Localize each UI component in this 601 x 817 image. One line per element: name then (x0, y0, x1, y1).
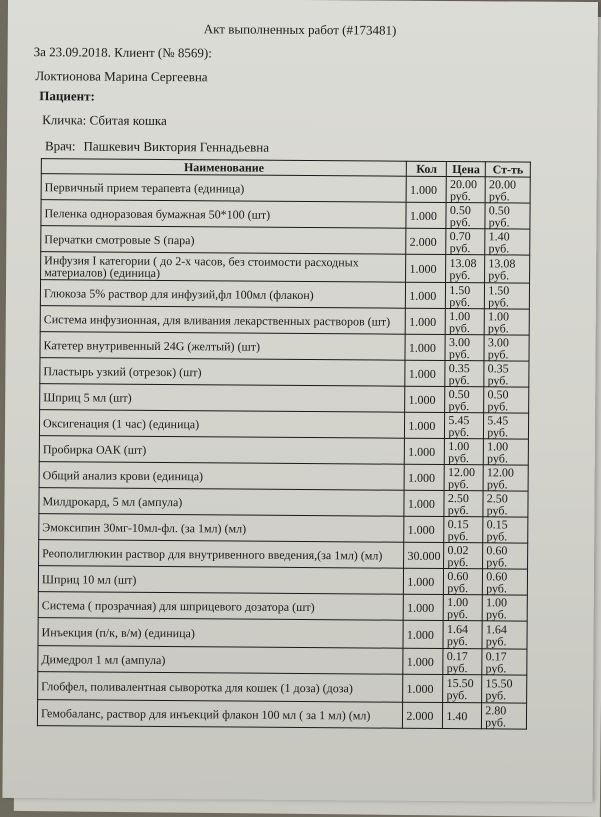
cell-qty: 1.000 (405, 360, 445, 386)
cell-qty: 1.000 (406, 254, 446, 282)
cell-sum: 0.15 руб. (483, 517, 528, 543)
cell-price: 1.00 руб. (446, 309, 485, 335)
cell-price: 0.50 руб. (446, 203, 485, 229)
cell-price: 0.35 руб. (445, 361, 484, 387)
cell-name: Шприц 5 мл (шт) (40, 384, 406, 413)
cell-sum: 1.40 руб. (485, 229, 530, 255)
cell-qty: 1.000 (403, 674, 443, 702)
table-row (38, 646, 527, 675)
cell-qty: 1.000 (403, 620, 443, 648)
cell-qty: 1.000 (405, 386, 445, 412)
cell-name: Оксигенация (1 час) (единица) (39, 410, 405, 439)
cell-price: 1.00 руб. (444, 594, 483, 620)
cell-name: Эмоксипин 30мг-10мл-фл. (за 1мл) (мл) (39, 514, 405, 543)
cell-name: Инъекция (п/к, в/м) (единица) (38, 618, 404, 649)
cell-price: 2.50 руб. (444, 490, 483, 516)
cell-price: 0.02 руб. (444, 542, 483, 568)
cell-price: 0.50 руб. (445, 387, 484, 413)
table-row (38, 592, 527, 621)
cell-name: Пеленка одноразовая бумажная 50*100 (шт) (41, 200, 407, 229)
cell-name: Перчатки смотровые S (пара) (41, 226, 407, 255)
cell-sum: 2.80 руб. (482, 703, 527, 729)
cell-qty: 1.000 (404, 490, 444, 516)
cell-sum: 1.00 руб. (484, 309, 529, 335)
table-row (41, 252, 530, 283)
document-page (2, 0, 598, 802)
cell-sum: 15.50 руб. (482, 675, 527, 703)
header-sum: Ст-ть (486, 162, 531, 177)
table-row (39, 436, 528, 465)
cell-qty: 1.000 (406, 282, 446, 308)
cell-qty: 1.000 (404, 464, 444, 490)
header-name: Наименование (41, 159, 406, 177)
cell-price: 0.15 руб. (444, 516, 483, 542)
cell-sum: 1.64 руб. (482, 621, 527, 649)
document-title: Акт выполненных работ (#173481) (203, 21, 397, 38)
cell-name: Пластырь узкий (отрезок) (шт) (40, 358, 406, 387)
doctor-name: Пашкевич Виктория Геннадьевна (83, 138, 270, 155)
pet-name: Сбитая кошка (89, 112, 167, 129)
cell-name: Гемобаланс, раствор для инъекций флакон 100 мл ( за 1 мл) (мл) (37, 700, 403, 729)
cell-qty: 1.000 (405, 334, 445, 360)
cell-name: Система инфузионная, для вливания лекарственных растворов (шт) (40, 306, 406, 335)
cell-qty: 30.000 (404, 542, 444, 568)
table-row (41, 226, 530, 255)
doctor-line (45, 138, 269, 156)
table-row (39, 462, 528, 491)
cell-price: 1.40 (443, 702, 482, 728)
cell-name: Общий анализ крови (единица) (39, 462, 405, 491)
cell-sum: 5.45 руб. (484, 413, 529, 439)
cell-name: Катетер внутривенный 24G (желтый) (шт) (40, 332, 406, 361)
table-row (40, 358, 529, 387)
services-table (37, 158, 531, 729)
cell-name: Первичный прием терапевта (единица) (41, 174, 407, 203)
table-row (38, 618, 527, 649)
cell-name: Глобфел, поливалентная сыворотка для кошек (1 доза) (доза) (38, 672, 404, 703)
client-name: Локтионова Марина Сергеевна (35, 68, 208, 85)
cell-sum: 1.00 руб. (484, 439, 529, 465)
table-row (39, 410, 528, 439)
cell-price: 0.17 руб. (443, 648, 482, 674)
table-row (40, 280, 529, 309)
patient-label: Пациент: (39, 88, 95, 104)
table-row (40, 332, 529, 361)
cell-qty: 1.000 (406, 176, 446, 202)
cell-sum: 0.60 руб. (483, 543, 528, 569)
cell-price: 5.45 руб. (445, 413, 484, 439)
cell-name: Милдрокард, 5 мл (ампула) (39, 488, 405, 517)
cell-qty: 1.000 (405, 412, 445, 438)
cell-name: Инфузия I категории ( до 2-х часов, без стоимости расходных материалов) (единица) (41, 252, 407, 283)
pet-line (42, 112, 167, 129)
cell-price: 3.00 руб. (445, 335, 484, 361)
doctor-label: Врач: (44, 138, 76, 154)
cell-name: Димедрол 1 мл (ампула) (38, 646, 404, 675)
cell-qty: 1.000 (404, 568, 444, 594)
cell-price: 13.08 руб. (446, 255, 485, 283)
cell-price: 20.00 руб. (446, 177, 485, 203)
table-row (40, 306, 529, 335)
table-row (38, 566, 527, 595)
cell-sum: 0.35 руб. (484, 361, 529, 387)
cell-price: 1.50 руб. (446, 283, 485, 309)
cell-qty: 2.000 (403, 702, 443, 728)
pet-label: Кличка: (42, 112, 87, 128)
cell-price: 15.50 руб. (443, 674, 482, 702)
cell-sum: 0.50 руб. (485, 203, 530, 229)
cell-name: Шприц 10 мл (шт) (38, 566, 404, 595)
cell-price: 12.00 руб. (444, 465, 483, 491)
date-client-line: За 23.09.2018. Клиент (№ 8569): (33, 44, 212, 61)
table-body (37, 174, 530, 729)
cell-sum: 3.00 руб. (484, 335, 529, 361)
cell-qty: 1.000 (406, 202, 446, 228)
table-row (37, 700, 526, 729)
table-row (41, 200, 530, 229)
cell-price: 0.60 руб. (444, 568, 483, 594)
cell-name: Реополиглюкин раствор для внутривенного введения,(за 1мл) (мл) (39, 540, 405, 569)
header-qty: Кол (407, 161, 447, 176)
cell-name: Глюкоза 5% раствор для инфузий,фл 100мл (флакон) (40, 280, 406, 309)
cell-sum: 0.60 руб. (483, 569, 528, 595)
cell-sum: 20.00 руб. (485, 177, 530, 203)
table-row (38, 672, 527, 703)
cell-price: 1.00 руб. (445, 439, 484, 465)
table-row (39, 540, 528, 569)
cell-qty: 2.000 (406, 228, 446, 254)
table-row (40, 384, 529, 413)
cell-sum: 2.50 руб. (483, 491, 528, 517)
cell-sum: 12.00 руб. (483, 465, 528, 491)
cell-qty: 1.000 (406, 308, 446, 334)
header-price: Цена (447, 162, 486, 177)
cell-sum: 0.17 руб. (482, 649, 527, 675)
cell-price: 0.70 руб. (446, 229, 485, 255)
cell-sum: 0.50 руб. (484, 387, 529, 413)
cell-name: Система ( прозрачная) для шприцевого дозатора (шт) (38, 592, 404, 621)
cell-sum: 13.08 руб. (485, 255, 530, 283)
cell-name: Пробирка ОАК (шт) (39, 436, 405, 465)
table-row (41, 174, 530, 203)
cell-qty: 1.000 (405, 438, 445, 464)
cell-qty: 1.000 (403, 648, 443, 674)
table-row (39, 514, 528, 543)
cell-qty: 1.000 (404, 516, 444, 542)
cell-qty: 1.000 (404, 594, 444, 620)
cell-price: 1.64 руб. (443, 620, 482, 648)
cell-sum: 1.00 руб. (482, 595, 527, 621)
cell-sum: 1.50 руб. (485, 283, 530, 309)
table-row (39, 488, 528, 517)
